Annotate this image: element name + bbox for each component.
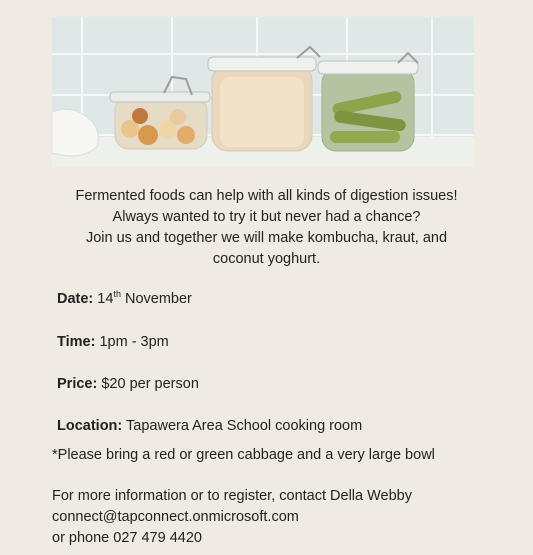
price-value: $20 per person (101, 376, 199, 392)
location-label: Location: (57, 418, 123, 434)
time-label: Time: (57, 334, 96, 350)
bring-note: *Please bring a red or green cabbage and a very large bowl (52, 447, 435, 463)
date-suffix: th (113, 289, 121, 300)
contact-line: For more information or to register, contact Della Webby (52, 488, 412, 504)
date-month: November (124, 291, 192, 307)
intro-line: coconut yoghurt. (212, 251, 321, 267)
price-row (57, 374, 199, 394)
intro-line: Join us and together we will make kombucha, kraut, and (85, 230, 448, 246)
time-value: 1pm - 3pm (99, 334, 169, 350)
fermented-jars-photo (52, 17, 474, 167)
date-label: Date: (57, 291, 94, 307)
time-row (57, 332, 169, 352)
date-row (57, 289, 192, 309)
intro-line: Fermented foods can help with all kinds of digestion issues! (75, 188, 458, 204)
location-value: Tapawera Area School cooking room (126, 418, 363, 434)
intro-line: Always wanted to try it but never had a chance? (112, 209, 421, 225)
contact-phone: or phone 027 479 4420 (52, 530, 202, 546)
event-description (20, 186, 513, 270)
date-day: 14 (97, 291, 114, 307)
location-row (57, 416, 362, 436)
contact-email[interactable]: connect@tapconnect.onmicrosoft.com (52, 509, 299, 525)
price-label: Price: (57, 376, 98, 392)
contact-info (52, 486, 412, 549)
